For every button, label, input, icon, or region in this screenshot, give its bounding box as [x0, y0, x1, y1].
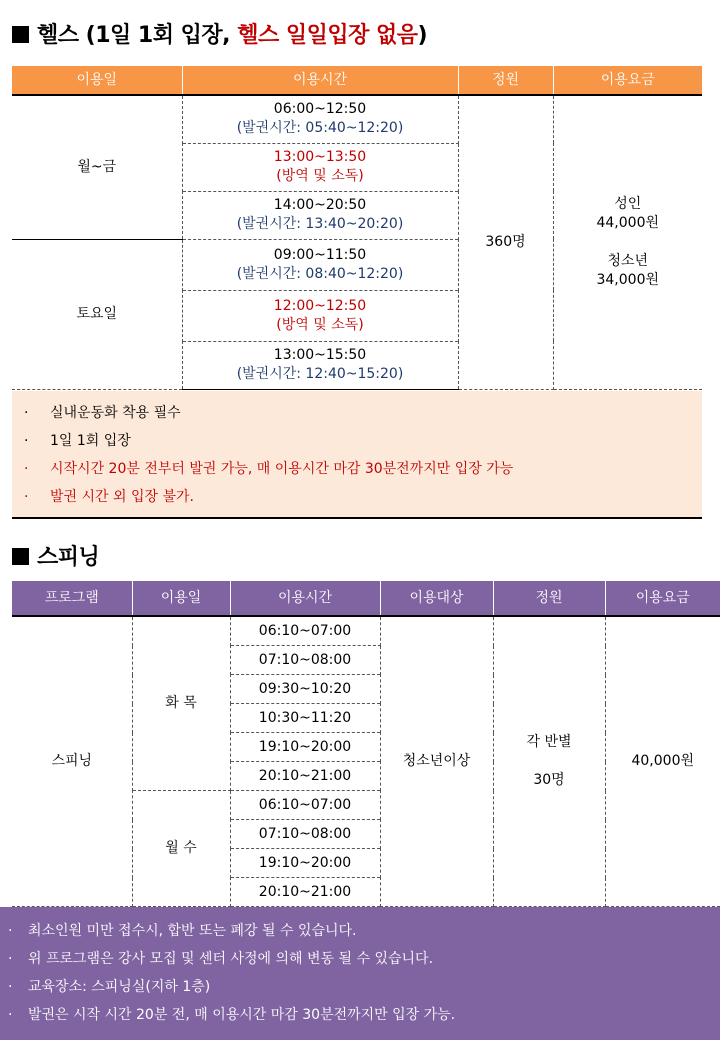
weekday-label: 월~금: [12, 95, 182, 239]
time-slot: 12:00~12:50 (방역 및 소독): [182, 290, 458, 341]
spinning-section-title: 스피닝: [12, 540, 99, 571]
header-fee: 이용요금: [553, 66, 702, 95]
time-cell: 06:10~07:00: [230, 791, 380, 820]
time-cell: 19:10~20:00: [230, 733, 380, 762]
list-item: · 교육장소: 스피닝실(지하 1층): [8, 979, 211, 995]
time-slot: 13:00~15:50 (발권시간: 12:40~15:20): [182, 341, 458, 389]
black-square-icon: [12, 26, 29, 43]
time-slot: 06:00~12:50 (발권시간: 05:40~12:20): [182, 95, 458, 143]
capacity-cell: 각 반별 30명: [493, 616, 605, 907]
header-day: 이용일: [12, 66, 182, 95]
time-cell: 20:10~21:00: [230, 878, 380, 907]
header-target: 이용대상: [380, 581, 493, 616]
days-mon-wed: 월 수: [132, 791, 230, 907]
fee-cell: 성인 44,000원 청소년 34,000원: [553, 95, 702, 389]
list-item: · 최소인원 미만 접수시, 합반 또는 폐강 될 수 있습니다.: [8, 923, 357, 939]
table-row: [12, 95, 702, 143]
program-cell: 스피닝: [12, 616, 132, 907]
time-slot: 13:00~13:50 (방역 및 소독): [182, 143, 458, 191]
header-time: 이용시간: [230, 581, 380, 616]
days-tue-thu: 화 목: [132, 616, 230, 791]
fee-cell: 40,000원: [605, 616, 720, 907]
health-section-title: 헬스 (1일 1회 입장, 헬스 일일입장 없음): [12, 18, 427, 49]
time-slot: 14:00~20:50 (발권시간: 13:40~20:20): [182, 191, 458, 239]
list-item: · 발권 시간 외 입장 불가.: [24, 489, 194, 505]
list-item: · 위 프로그램은 강사 모집 및 센터 사정에 의해 변동 될 수 있습니다.: [8, 951, 434, 967]
header-capacity: 정원: [458, 66, 553, 95]
target-cell: 청소년이상: [380, 616, 493, 907]
saturday-label: 토요일: [12, 239, 182, 389]
table-row: [12, 616, 720, 646]
spinning-notes: [0, 907, 720, 1040]
time-cell: 10:30~11:20: [230, 704, 380, 733]
header-time: 이용시간: [182, 66, 458, 95]
list-item: · 발권은 시작 시간 20분 전, 매 이용시간 마감 30분전까지만 입장 가능.: [8, 1007, 456, 1023]
time-cell: 06:10~07:00: [230, 616, 380, 646]
capacity-cell: 360명: [458, 95, 553, 389]
time-slot: 09:00~11:50 (발권시간: 08:40~12:20): [182, 239, 458, 290]
list-item: · 1일 1회 입장: [24, 433, 131, 449]
black-square-icon: [12, 548, 29, 565]
time-cell: 20:10~21:00: [230, 762, 380, 791]
header-capacity: 정원: [493, 581, 605, 616]
header-fee: 이용요금: [605, 581, 720, 616]
header-day: 이용일: [132, 581, 230, 616]
time-cell: 07:10~08:00: [230, 820, 380, 849]
time-cell: 19:10~20:00: [230, 849, 380, 878]
table-header-row: [12, 581, 720, 616]
time-cell: 09:30~10:20: [230, 675, 380, 704]
spinning-schedule-table: [12, 581, 720, 907]
list-item: · 시작시간 20분 전부터 발권 가능, 매 이용시간 마감 30분전까지만 입장 가능: [24, 461, 514, 477]
health-schedule-table: [12, 66, 702, 390]
health-notes: [12, 391, 702, 519]
header-program: 프로그램: [12, 581, 132, 616]
list-item: · 실내운동화 착용 필수: [24, 405, 181, 421]
time-cell: 07:10~08:00: [230, 646, 380, 675]
table-header-row: [12, 66, 702, 95]
